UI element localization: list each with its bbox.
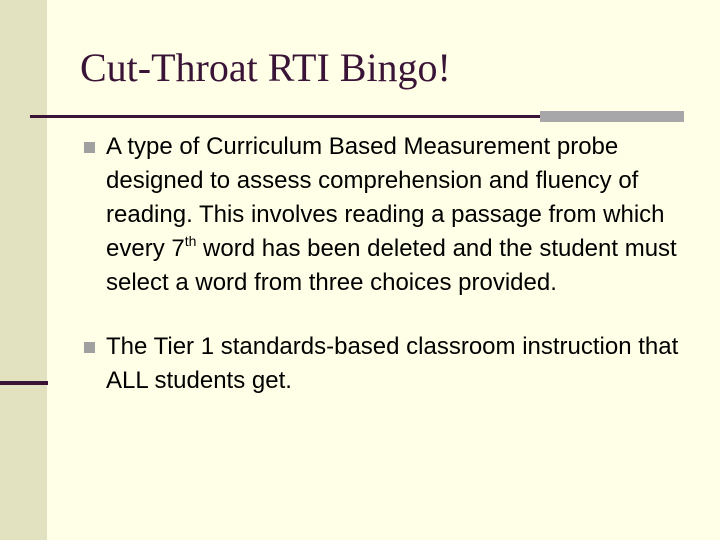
slide-title: Cut-Throat RTI Bingo!	[80, 45, 451, 90]
left-decorative-band	[0, 0, 47, 540]
bullet-text	[106, 133, 677, 296]
ordinal-superscript: th	[184, 233, 197, 249]
bullet-item-tier-1	[84, 330, 704, 398]
bullet-text-part: word has been deleted and the student must select a word from three choices provided.	[106, 235, 677, 296]
bullet-text-part: A type of Curriculum Based Measurement probe designed to assess comprehension and fluency of reading. This involves reading a passage from which every 7	[106, 133, 665, 262]
left-band-accent-line	[0, 381, 48, 385]
square-bullet-icon	[84, 342, 95, 353]
title-divider-accent	[540, 111, 684, 122]
bullet-text: The Tier 1 standards-based classroom instruction that ALL students get.	[106, 333, 679, 394]
square-bullet-icon	[84, 142, 95, 153]
bullet-list	[84, 130, 704, 398]
bullet-item-cloze-probe	[84, 130, 704, 300]
